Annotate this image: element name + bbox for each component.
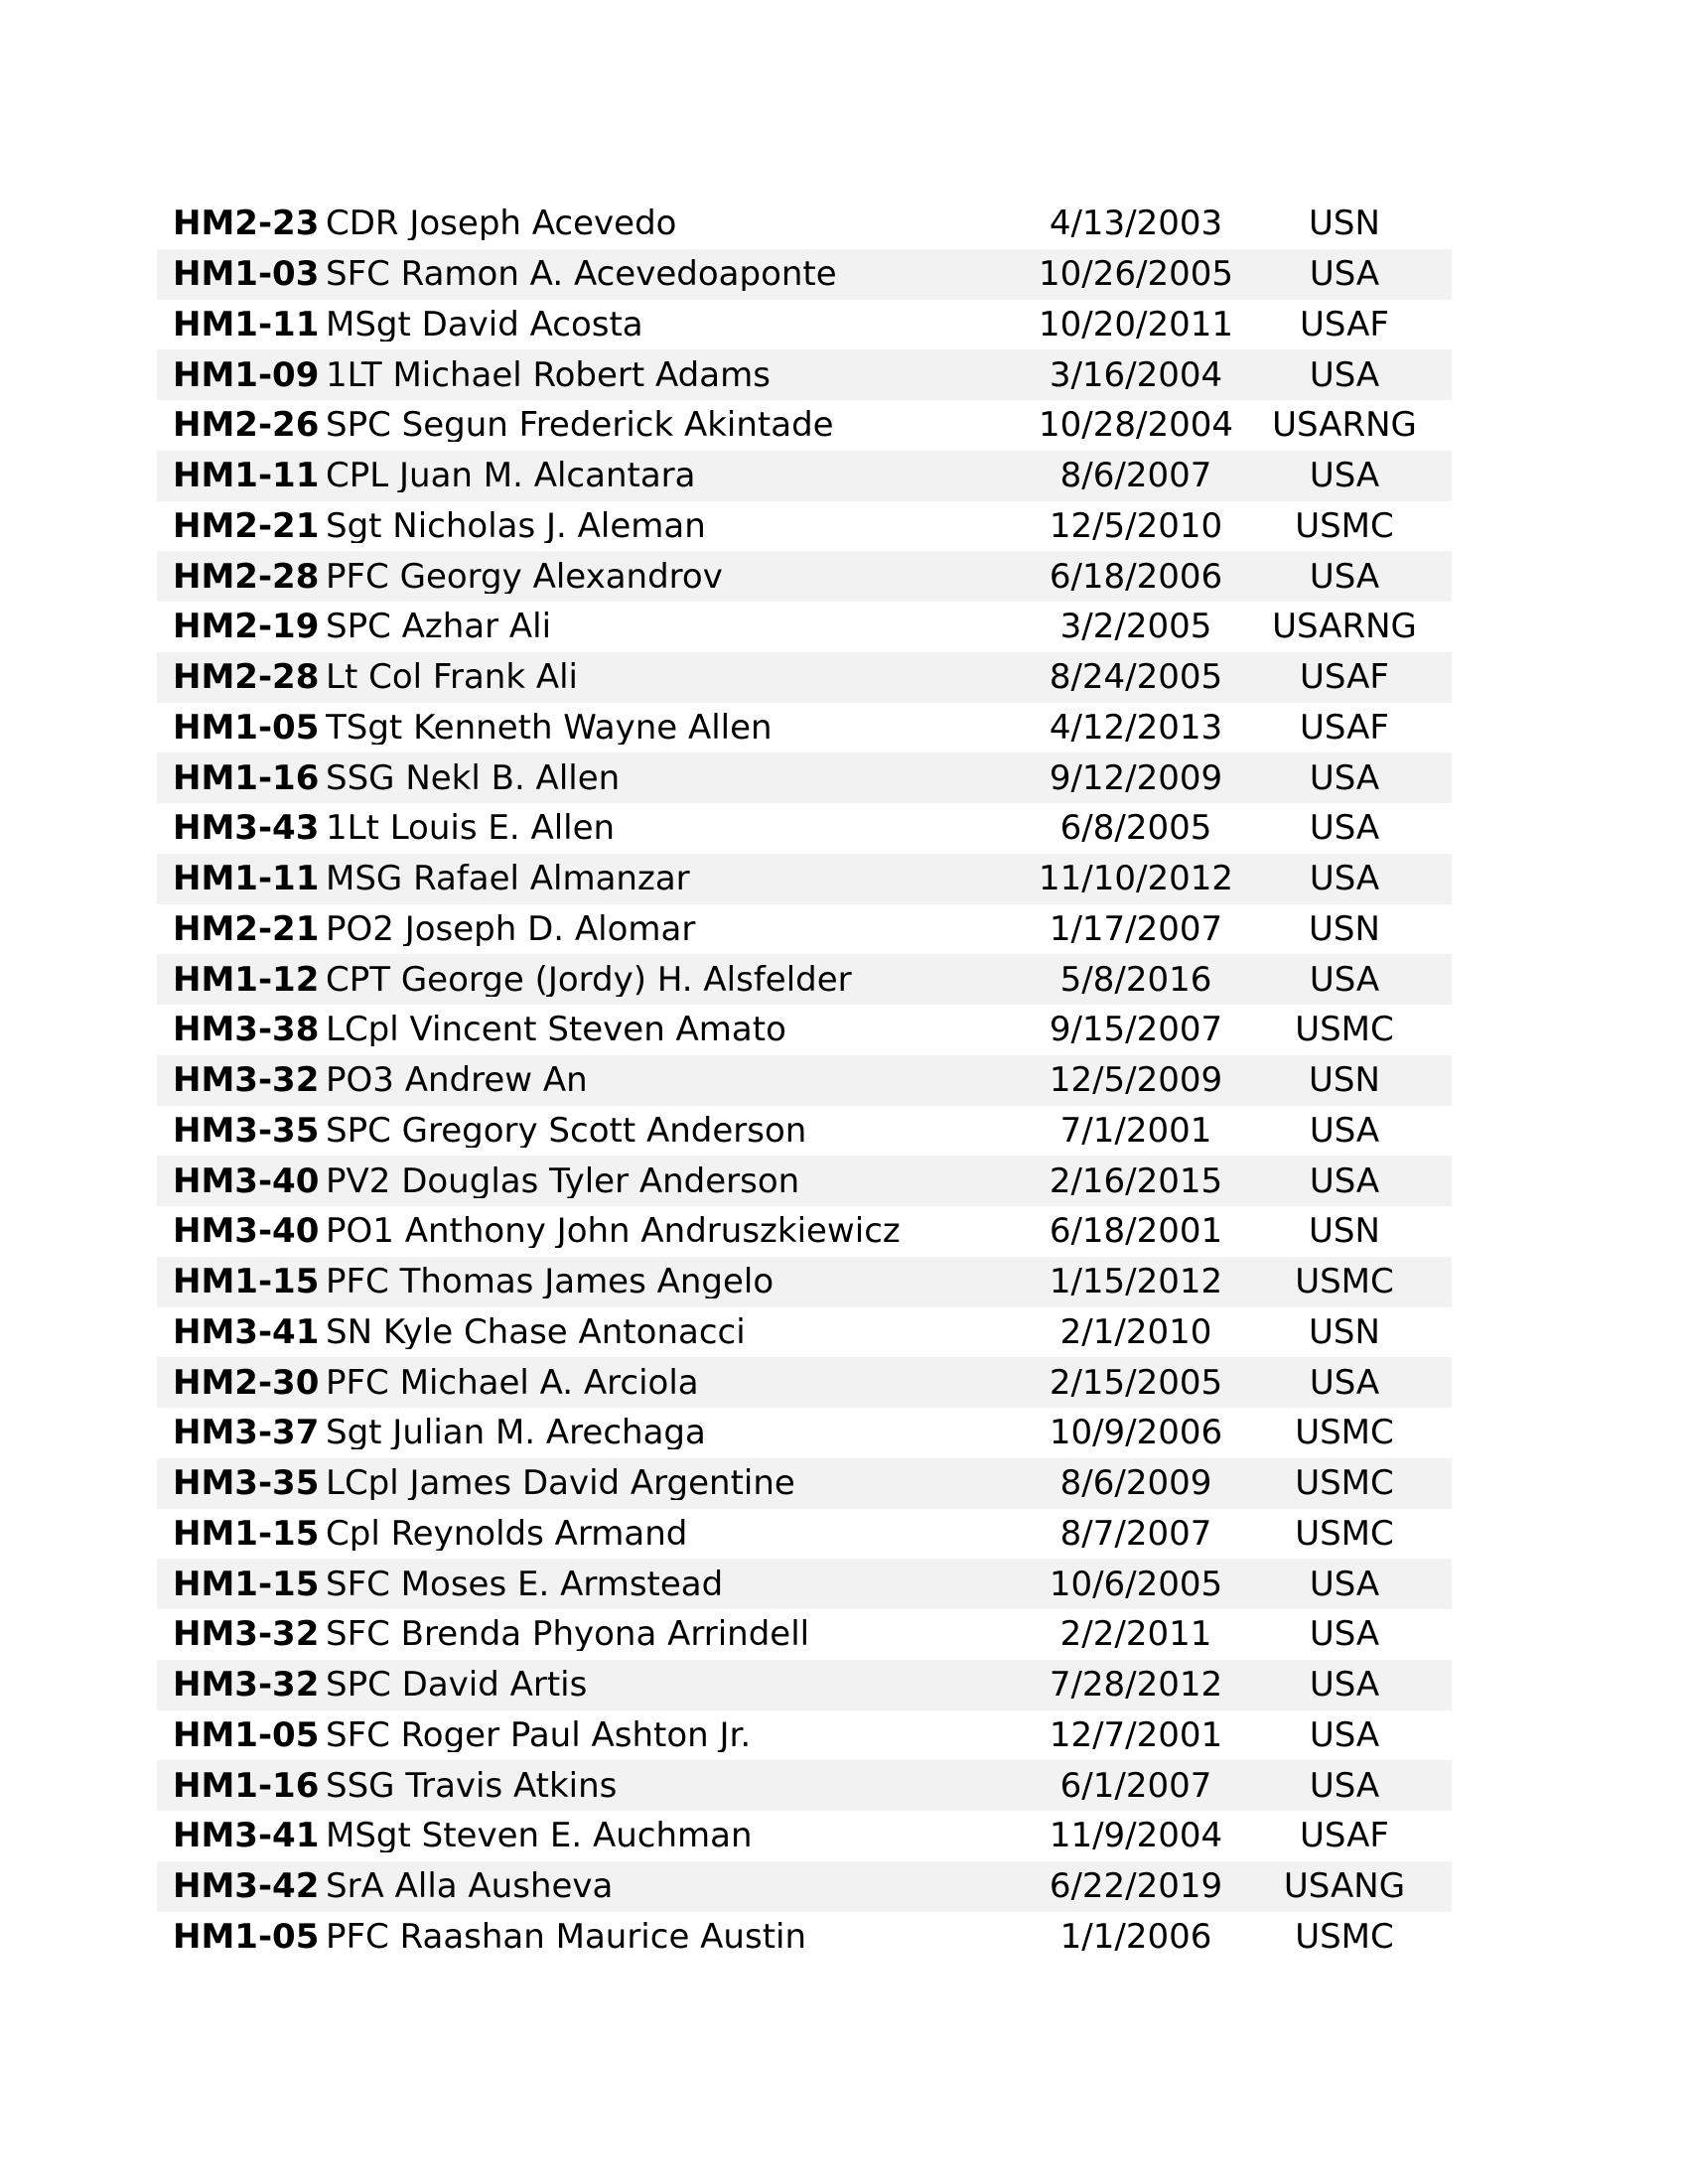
section-code: HM2-19 (173, 607, 320, 647)
service-member-name: CPL Juan M. Alcantara (326, 459, 696, 493)
table-row (157, 1055, 1452, 1106)
table-row (157, 1458, 1452, 1509)
section-code: HM1-12 (173, 959, 320, 1000)
service-member-name: 1LT Michael Robert Adams (326, 357, 771, 392)
service-member-name: SFC Moses E. Armstead (326, 1567, 724, 1601)
table-row (157, 451, 1452, 501)
section-code: HM1-05 (173, 1916, 320, 1957)
table-row (157, 1509, 1452, 1560)
section-code: HM2-28 (173, 657, 320, 698)
section-code: HM1-05 (173, 1714, 320, 1755)
branch-cell: USAF (1300, 1816, 1389, 1856)
table-row (157, 349, 1452, 400)
section-code: HM1-15 (173, 1513, 320, 1554)
branch-cell: USN (1309, 1060, 1380, 1101)
branch-cell: USA (1309, 254, 1380, 295)
date-cell: 1/15/2012 (1049, 1262, 1223, 1302)
section-code: HM3-38 (173, 1010, 320, 1050)
section-code: HM3-43 (173, 808, 320, 849)
section-code: HM3-35 (173, 1463, 320, 1504)
date-cell: 6/1/2007 (1059, 1765, 1212, 1806)
branch-cell: USAF (1300, 304, 1389, 344)
service-member-name: CDR Joseph Acevedo (326, 206, 677, 241)
service-member-name: PO3 Andrew An (326, 1063, 588, 1098)
service-member-name: PFC Raashan Maurice Austin (326, 1919, 807, 1954)
date-cell: 10/20/2011 (1039, 304, 1233, 344)
section-code: HM3-32 (173, 1060, 320, 1101)
section-code: HM3-42 (173, 1866, 320, 1907)
table-row (157, 602, 1452, 652)
branch-cell: USA (1309, 1362, 1380, 1403)
date-cell: 11/10/2012 (1039, 859, 1233, 899)
table-row (157, 1760, 1452, 1811)
service-member-name: SPC Azhar Ali (326, 610, 552, 644)
service-member-name: SFC Ramon A. Acevedoaponte (326, 257, 837, 292)
service-member-name: MSG Rafael Almanzar (326, 862, 690, 896)
section-code: HM2-21 (173, 908, 320, 949)
date-cell: 6/18/2001 (1049, 1211, 1223, 1252)
service-member-name: SSG Nekl B. Allen (326, 760, 621, 795)
branch-cell: USARNG (1272, 405, 1417, 446)
table-row (157, 1257, 1452, 1307)
table-row (157, 1156, 1452, 1206)
service-member-name: SPC Gregory Scott Anderson (326, 1113, 807, 1148)
table-row (157, 199, 1452, 249)
table-row (157, 1106, 1452, 1157)
service-member-name: PV2 Douglas Tyler Anderson (326, 1163, 800, 1198)
branch-cell: USMC (1295, 1262, 1394, 1302)
date-cell: 10/9/2006 (1049, 1413, 1223, 1453)
table-row (157, 249, 1452, 300)
service-member-name: SSG Travis Atkins (326, 1768, 618, 1803)
section-code: HM1-11 (173, 456, 320, 496)
table-row (157, 1660, 1452, 1710)
table-row (157, 1307, 1452, 1358)
date-cell: 7/28/2012 (1049, 1665, 1223, 1706)
service-member-name: LCpl Vincent Steven Amato (326, 1013, 786, 1047)
date-cell: 2/2/2011 (1059, 1614, 1212, 1655)
branch-cell: USA (1309, 808, 1380, 849)
section-code: HM3-32 (173, 1665, 320, 1706)
branch-cell: USN (1309, 1311, 1380, 1352)
roster-table (157, 199, 1452, 1962)
branch-cell: USAF (1300, 657, 1389, 698)
service-member-name: SFC Roger Paul Ashton Jr. (326, 1717, 752, 1752)
service-member-name: MSgt Steven E. Auchman (326, 1819, 753, 1853)
date-cell: 6/8/2005 (1059, 808, 1212, 849)
table-row (157, 1206, 1452, 1257)
section-code: HM2-28 (173, 556, 320, 597)
branch-cell: USARNG (1272, 607, 1417, 647)
service-member-name: Cpl Reynolds Armand (326, 1516, 688, 1551)
date-cell: 8/6/2009 (1059, 1463, 1212, 1504)
table-row (157, 501, 1452, 552)
branch-cell: USA (1309, 556, 1380, 597)
branch-cell: USA (1309, 456, 1380, 496)
table-row (157, 400, 1452, 451)
service-member-name: Lt Col Frank Ali (326, 660, 578, 695)
service-member-name: TSgt Kenneth Wayne Allen (326, 710, 773, 745)
branch-cell: USN (1309, 908, 1380, 949)
section-code: HM3-40 (173, 1211, 320, 1252)
date-cell: 9/12/2009 (1049, 757, 1223, 798)
date-cell: 3/2/2005 (1059, 607, 1212, 647)
table-row (157, 1912, 1452, 1963)
branch-cell: USA (1309, 1665, 1380, 1706)
branch-cell: USA (1309, 959, 1380, 1000)
table-row (157, 703, 1452, 753)
service-member-name: SPC David Artis (326, 1668, 588, 1703)
branch-cell: USA (1309, 1614, 1380, 1655)
date-cell: 2/15/2005 (1049, 1362, 1223, 1403)
service-member-name: SrA Alla Ausheva (326, 1869, 614, 1904)
date-cell: 4/13/2003 (1049, 204, 1223, 244)
service-member-name: PFC Michael A. Arciola (326, 1365, 699, 1400)
section-code: HM1-15 (173, 1262, 320, 1302)
section-code: HM1-09 (173, 354, 320, 395)
branch-cell: USMC (1295, 1010, 1394, 1050)
date-cell: 10/6/2005 (1049, 1564, 1223, 1604)
section-code: HM2-26 (173, 405, 320, 446)
date-cell: 7/1/2001 (1059, 1110, 1212, 1151)
service-member-name: PO1 Anthony John Andruszkiewicz (326, 1214, 901, 1249)
table-row (157, 1609, 1452, 1660)
branch-cell: USA (1309, 859, 1380, 899)
date-cell: 6/22/2019 (1049, 1866, 1223, 1907)
section-code: HM3-40 (173, 1160, 320, 1201)
service-member-name: PO2 Joseph D. Alomar (326, 911, 696, 946)
date-cell: 3/16/2004 (1049, 354, 1223, 395)
date-cell: 12/5/2009 (1049, 1060, 1223, 1101)
section-code: HM1-03 (173, 254, 320, 295)
table-row (157, 1408, 1452, 1458)
date-cell: 8/24/2005 (1049, 657, 1223, 698)
table-row (157, 1861, 1452, 1912)
branch-cell: USMC (1295, 1513, 1394, 1554)
table-row (157, 1005, 1452, 1055)
date-cell: 4/12/2013 (1049, 707, 1223, 748)
service-member-name: PFC Georgy Alexandrov (326, 559, 723, 594)
service-member-name: Sgt Nicholas J. Aleman (326, 508, 706, 543)
section-code: HM3-41 (173, 1816, 320, 1856)
section-code: HM2-21 (173, 505, 320, 546)
date-cell: 6/18/2006 (1049, 556, 1223, 597)
table-row (157, 551, 1452, 602)
section-code: HM1-16 (173, 757, 320, 798)
date-cell: 12/5/2010 (1049, 505, 1223, 546)
branch-cell: USN (1309, 1211, 1380, 1252)
section-code: HM1-11 (173, 859, 320, 899)
section-code: HM1-05 (173, 707, 320, 748)
section-code: HM1-15 (173, 1564, 320, 1604)
branch-cell: USMC (1295, 1413, 1394, 1453)
section-code: HM2-30 (173, 1362, 320, 1403)
service-member-name: LCpl James David Argentine (326, 1466, 795, 1501)
service-member-name: CPT George (Jordy) H. Alsfelder (326, 962, 852, 997)
section-code: HM3-35 (173, 1110, 320, 1151)
service-member-name: PFC Thomas James Angelo (326, 1265, 774, 1299)
table-row (157, 1710, 1452, 1761)
section-code: HM3-37 (173, 1413, 320, 1453)
table-row (157, 752, 1452, 803)
table-row (157, 854, 1452, 904)
table-row (157, 300, 1452, 350)
date-cell: 5/8/2016 (1059, 959, 1212, 1000)
date-cell: 1/17/2007 (1049, 908, 1223, 949)
section-code: HM1-11 (173, 304, 320, 344)
branch-cell: USA (1309, 1160, 1380, 1201)
section-code: HM2-23 (173, 204, 320, 244)
service-member-name: SFC Brenda Phyona Arrindell (326, 1617, 810, 1652)
date-cell: 11/9/2004 (1049, 1816, 1223, 1856)
service-member-name: MSgt David Acosta (326, 307, 643, 341)
date-cell: 12/7/2001 (1049, 1714, 1223, 1755)
branch-cell: USA (1309, 757, 1380, 798)
date-cell: 8/6/2007 (1059, 456, 1212, 496)
table-row (157, 1357, 1452, 1408)
date-cell: 2/1/2010 (1059, 1311, 1212, 1352)
section-code: HM3-41 (173, 1311, 320, 1352)
service-member-name: 1Lt Louis E. Allen (326, 811, 616, 846)
branch-cell: USANG (1283, 1866, 1406, 1907)
table-row (157, 652, 1452, 703)
date-cell: 2/16/2015 (1049, 1160, 1223, 1201)
service-member-name: SPC Segun Frederick Akintade (326, 408, 834, 443)
branch-cell: USA (1309, 1564, 1380, 1604)
table-row (157, 1811, 1452, 1861)
branch-cell: USMC (1295, 1916, 1394, 1957)
date-cell: 8/7/2007 (1059, 1513, 1212, 1554)
branch-cell: USMC (1295, 1463, 1394, 1504)
table-row (157, 904, 1452, 955)
service-member-name: SN Kyle Chase Antonacci (326, 1314, 746, 1349)
date-cell: 1/1/2006 (1059, 1916, 1212, 1957)
service-member-name: Sgt Julian M. Arechaga (326, 1416, 706, 1450)
branch-cell: USAF (1300, 707, 1389, 748)
branch-cell: USA (1309, 354, 1380, 395)
branch-cell: USMC (1295, 505, 1394, 546)
section-code: HM1-16 (173, 1765, 320, 1806)
branch-cell: USA (1309, 1765, 1380, 1806)
date-cell: 10/28/2004 (1039, 405, 1233, 446)
date-cell: 9/15/2007 (1049, 1010, 1223, 1050)
table-row (157, 1559, 1452, 1609)
table-row (157, 954, 1452, 1005)
branch-cell: USN (1309, 204, 1380, 244)
branch-cell: USA (1309, 1714, 1380, 1755)
date-cell: 10/26/2005 (1039, 254, 1233, 295)
table-row (157, 803, 1452, 854)
section-code: HM3-32 (173, 1614, 320, 1655)
branch-cell: USA (1309, 1110, 1380, 1151)
